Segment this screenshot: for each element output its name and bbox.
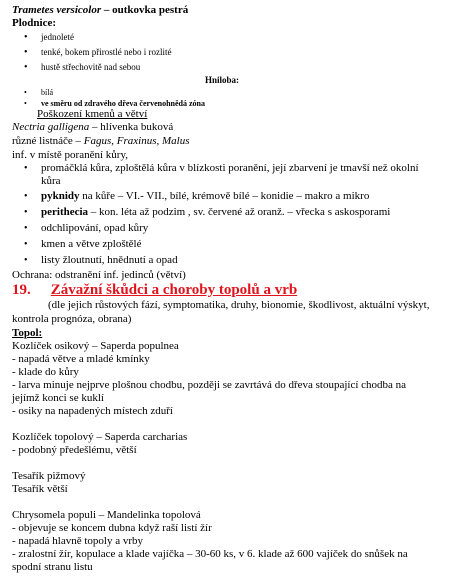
text-line: - osiky na napadených místech zduří	[12, 405, 173, 417]
trametes-czech-name: – outkovka pestrá	[101, 4, 189, 16]
text-line: Kozlíček topolový – Saperda carcharias	[12, 431, 188, 443]
text-line: Chrysomela populi – Mandelinka topolová	[12, 509, 201, 521]
text-line: - podobný předešlému, větší	[12, 444, 137, 456]
nectria-item-continuation: kůra	[41, 175, 61, 187]
text-line: Tesařík větší	[12, 483, 68, 495]
text-line: Kozlíček osikový – Saperda populnea	[12, 340, 179, 352]
bullet-icon: •	[24, 223, 28, 234]
nectria-czech-name: – hlívenka buková	[89, 121, 174, 133]
hniloba-item: ve směru od zdravého dřeva červenohnědá zóna	[41, 99, 205, 108]
bullet-icon: •	[24, 255, 28, 266]
text-line: - klade do kůry	[12, 366, 79, 378]
nectria-item	[41, 206, 390, 219]
item-text: na kůře – VI.- VII., bílé, krémově bílé – konidie – makro a mikro	[79, 190, 370, 202]
bullet-icon: •	[24, 191, 28, 202]
text-line: - objevuje se koncem dubna když raší listí žír	[12, 522, 212, 534]
plodnice-label: Plodnice:	[12, 17, 56, 29]
nectria-item: promáčklá kůra, zploštělá kůra v blízkosti poranění, její zbarvení je tmavší než okolní	[41, 162, 419, 174]
bullet-icon: •	[24, 163, 28, 174]
protection-line: Ochrana: odstranění inf. jedinců (větví)	[12, 269, 186, 281]
hniloba-label: Hniloba:	[205, 75, 240, 85]
item-bold-term: perithecia	[41, 206, 89, 218]
section-subtitle-cont: kontrola prognóza, obrana)	[12, 313, 132, 325]
text-line: spodní stranu listu	[12, 561, 93, 573]
trametes-title	[12, 4, 188, 17]
section-number: 19.	[12, 282, 31, 298]
bullet-icon: •	[24, 207, 28, 218]
text-line: Tesařík pižmový	[12, 470, 86, 482]
item-text: – kon. léta až podzim , sv. červené až oranž. – vřecka s askosporami	[88, 206, 391, 218]
text-line: jejímž konci se kuklí	[12, 392, 104, 404]
nectria-item: odchlipování, opad kůry	[41, 222, 149, 234]
hosts-latin: Fagus, Fraxinus, Malus	[83, 135, 190, 147]
nectria-item: listy žloutnutí, hnědnutí a opad	[41, 254, 178, 266]
section-subtitle: (dle jejich růstových fází, symptomatika, druhy, bionomie, škodlivost, aktuální výskyt,	[48, 299, 430, 311]
inf-line: inf. v místě poranění kůry,	[12, 149, 128, 161]
damage-heading: Poškození kmenů a větví	[37, 108, 148, 120]
text-line: - larva minuje nejprve plošnou chodbu, později se zavrtává do dřeva stoupající chodba na	[12, 379, 407, 391]
nectria-item: kmen a větve zploštělé	[41, 238, 142, 250]
plodnice-item: jednoleté	[41, 32, 74, 42]
section-heading	[12, 281, 297, 299]
bullet-icon: •	[24, 239, 28, 250]
nectria-item	[41, 190, 369, 203]
section-title: Závažní škůdci a choroby topolů a vrb	[50, 282, 298, 298]
bullet-icon: •	[24, 88, 27, 97]
item-bold-term: pyknidy	[41, 190, 80, 202]
text-line: - zralostní žír, kopulace a klade vajíčka – 30-60 ks, v 6. klade až 600 vajíček do snůšek na	[12, 548, 408, 560]
topol-label: Topol:	[12, 327, 43, 339]
text-line: - napadá větve a mladé kmínky	[12, 353, 150, 365]
bullet-icon: •	[24, 47, 28, 58]
nectria-latin-name: Nectria galligena	[12, 121, 90, 133]
nectria-hosts	[12, 135, 190, 148]
text-line: - napadá hlavně topoly a vrby	[12, 535, 144, 547]
plodnice-item: tenké, bokem přirostlé nebo i rozlité	[41, 47, 172, 57]
trametes-latin-name: Trametes versicolor	[12, 4, 102, 16]
bullet-icon: •	[24, 62, 28, 73]
hniloba-item: bílá	[41, 88, 53, 97]
bullet-icon: •	[24, 99, 27, 108]
hosts-prefix: různé listnáče –	[12, 135, 84, 147]
nectria-title	[12, 121, 173, 134]
bullet-icon: •	[24, 32, 28, 43]
plodnice-item: hustě střechovitě nad sebou	[41, 62, 141, 72]
